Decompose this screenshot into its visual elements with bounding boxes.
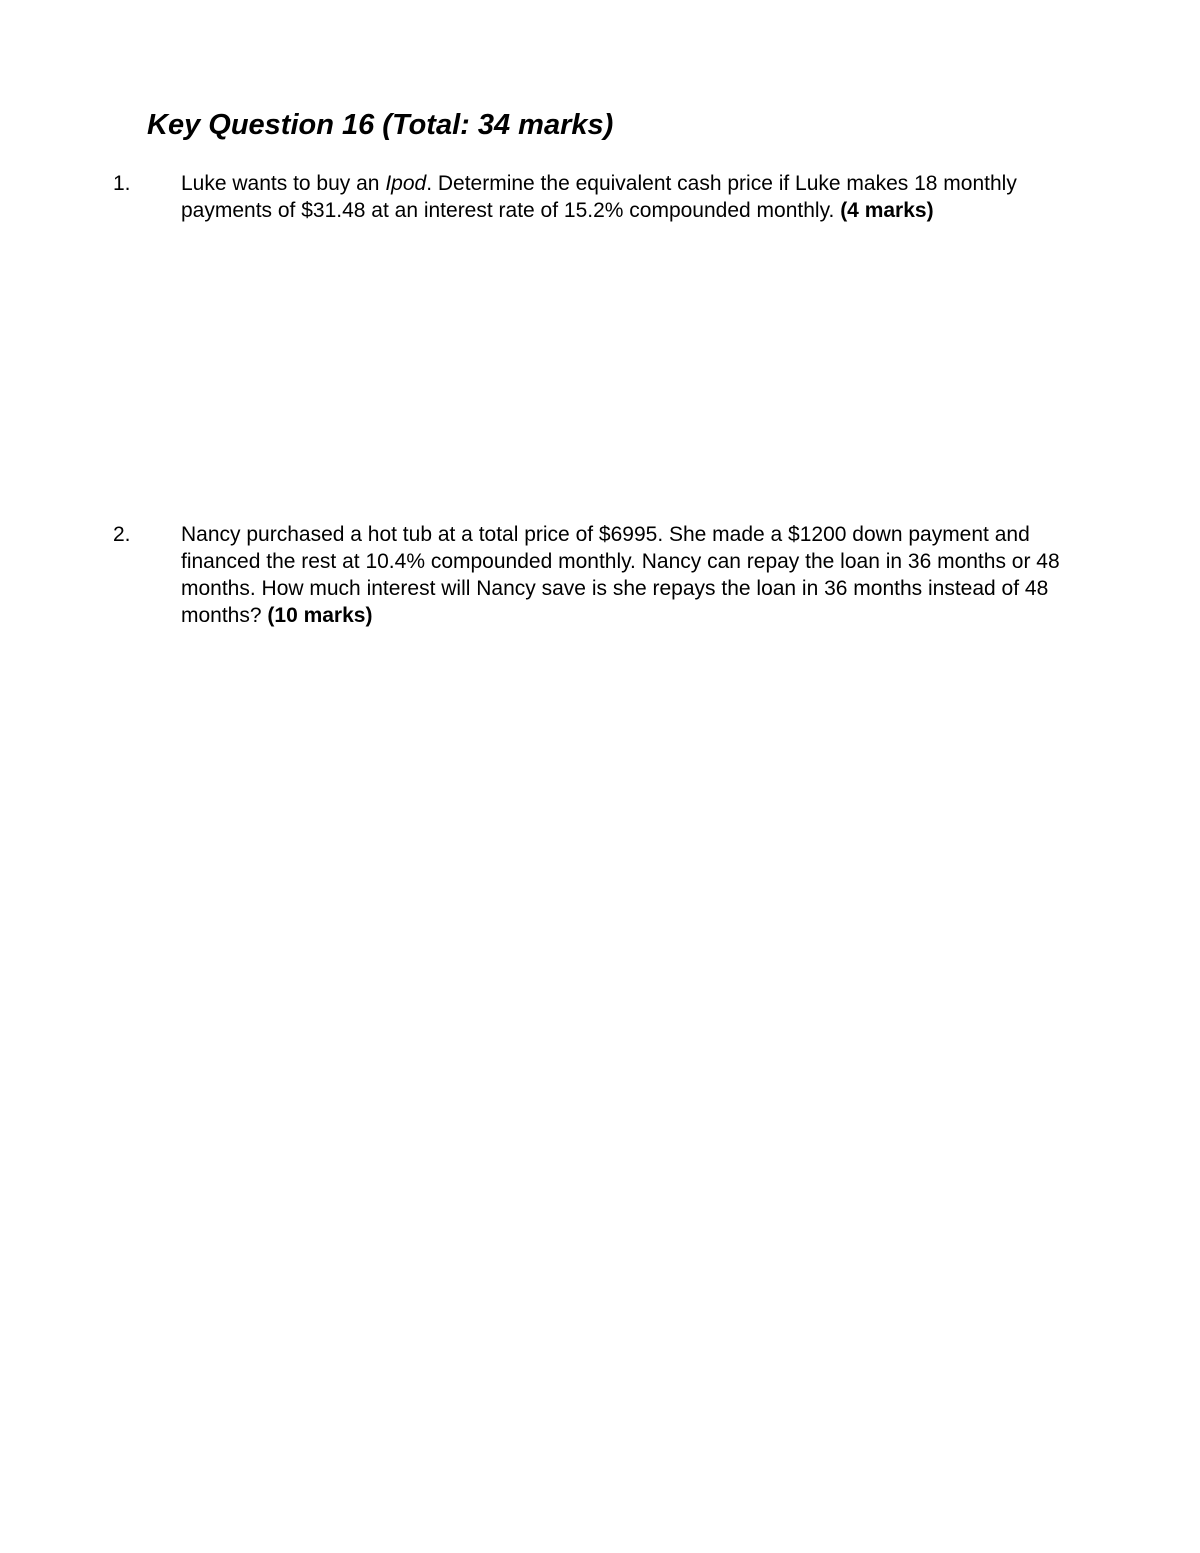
question-number: 1. — [113, 172, 131, 195]
question-text — [181, 170, 1061, 224]
question-number: 2. — [113, 523, 131, 546]
question-marks: (4 marks) — [840, 199, 934, 222]
question-text-part: Luke wants to buy an — [181, 172, 386, 195]
question-text — [181, 521, 1061, 629]
question-text-part: Nancy purchased a hot tub at a total price of $6995. She made a $1200 down payment and financed the rest at 10.4% compounded monthly. Nancy can repay the loan in 36 months or 48 months. How much interest will Nancy save is she repays the loan in 36 months instead of 48 months? — [181, 523, 1060, 627]
page-title: Key Question 16 (Total: 34 marks) — [147, 109, 614, 141]
question-marks: (10 marks) — [267, 604, 373, 627]
question-text-part: . Determine the equivalent cash price if Luke makes 18 monthly payments of $31.48 at an interest rate of 15.2% compounded monthly. — [181, 172, 1017, 222]
question-italic-term: Ipod — [385, 172, 427, 195]
